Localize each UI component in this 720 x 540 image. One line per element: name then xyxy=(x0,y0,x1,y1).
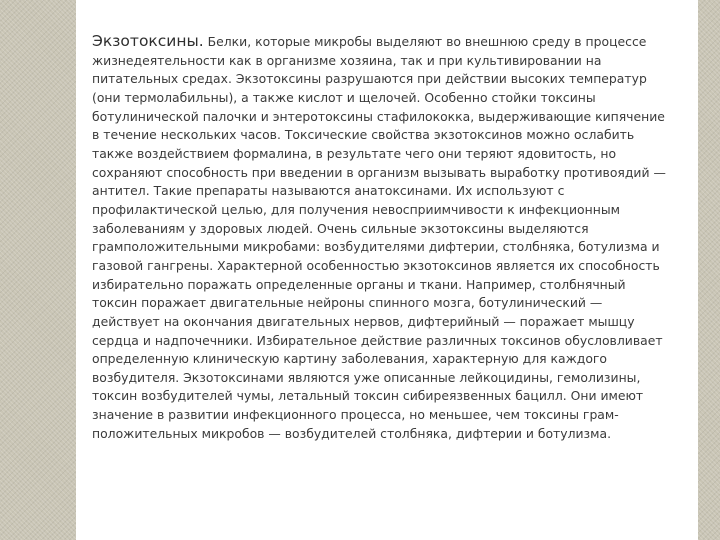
left-decorative-band xyxy=(0,0,76,540)
right-decorative-band xyxy=(698,0,720,540)
slide-content xyxy=(76,0,698,540)
body-paragraph xyxy=(92,32,692,443)
paragraph-text: Белки, которые микробы выделяют во внешнюю среду в процессе жизнедеятельности как в организме хозяина, так и при культивировании на питательных средах. Экзотоксины разрушаются при действии высоких температур (они термолабильны), а также кислот и щелочей. Особенно стойки токсины ботулинической палочки и энтеротоксины стафилококка, выдерживающие кипячение в течение нескольких часов. Токсические свойства экзотоксинов можно ослабить также воздействием формалина, в результате чего они теряют ядовитость, но сохраняют способность при введении в организм вызывать выработку противоядий — антител. Такие препараты называются анатоксинами. Их используют с профилактической целью, для получения невосприимчивости к инфекционным заболеваниям у здоровых людей. Очень сильные экзотоксины выделяются грамположительными микробами: возбудителями дифтерии, столбняка, ботулизма и газовой гангрены. Характерной особенностью экзотоксинов является их способность избирательно поражать определенные органы и ткани. Например, столбнячный токсин поражает двигательные нейроны спинного мозга, ботулинический — действует на окончания двигательных нервов, дифтерийный — поражает мышцу сердца и надпочечники. Избирательное действие различных токсинов обусловливает определенную клиническую картину заболевания, характерную для каждого возбудителя. Экзотоксинами являются уже описанные лейкоцидины, гемолизины, токсин возбудителей чумы, летальный токсин сибиреязвенных бацилл. Они имеют значение в развитии инфекционного процесса, но меньшее, чем токсины грам- положительных микробов — возбудителей столбняка, дифтерии и ботулизма. xyxy=(92,34,666,441)
lead-term: Экзотоксины. xyxy=(92,32,204,50)
